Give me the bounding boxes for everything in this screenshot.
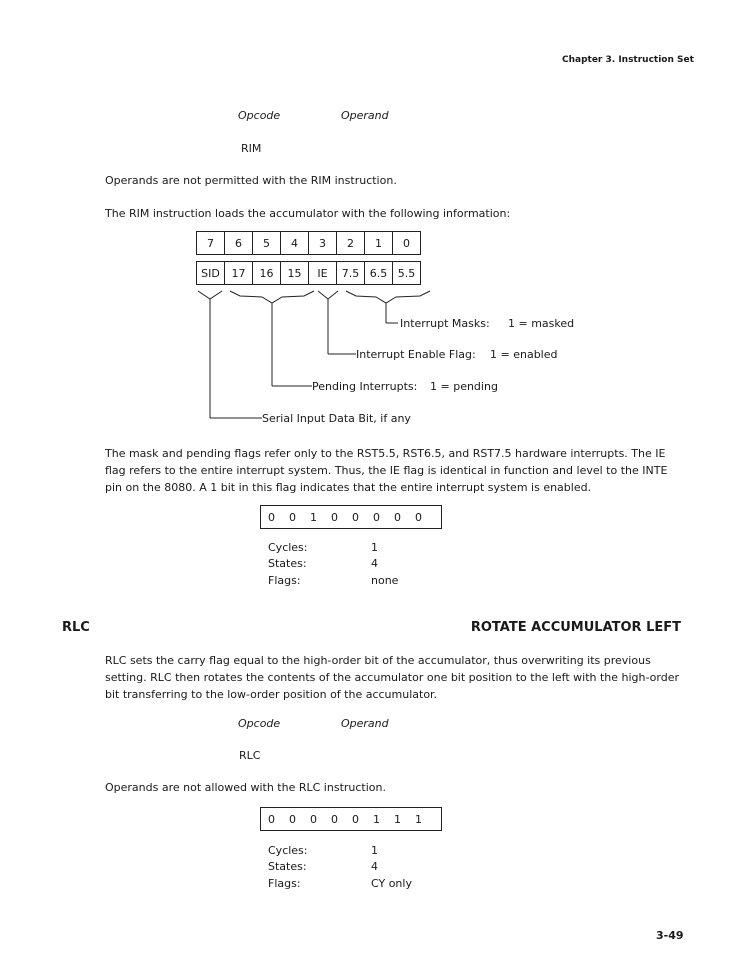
bit-field: SID <box>197 262 225 285</box>
rlc-states-value: 4 <box>371 860 378 873</box>
rim-opcode-box <box>260 505 442 529</box>
bit-number: 4 <box>281 232 309 255</box>
sid-bracket <box>198 291 222 299</box>
rim-operands-note: Operands are not permitted with the RIM instruction. <box>105 174 397 187</box>
rim-flags-label: Flags: <box>268 574 301 587</box>
rim-cycles-label: Cycles: <box>268 541 308 554</box>
rim-loads-note: The RIM instruction loads the accumulator with the following information: <box>105 207 511 220</box>
pending-interrupts-label: Pending Interrupts: <box>312 380 418 393</box>
chapter-header: Chapter 3. Instruction Set <box>562 55 694 65</box>
bit-number: 2 <box>337 232 365 255</box>
rlc-opcode-label: Opcode <box>238 717 281 730</box>
rim-states-value: 4 <box>371 557 378 570</box>
interrupt-masks-value: 1 = masked <box>508 317 575 330</box>
interrupt-enable-label: Interrupt Enable Flag: <box>356 348 476 361</box>
bit-field: 15 <box>281 262 309 285</box>
pending-interrupts-value: 1 = pending <box>430 380 498 393</box>
opcode-bit: 0 <box>289 812 296 826</box>
opcode-bit: 0 <box>331 812 338 826</box>
pending-bracket <box>230 291 314 303</box>
bit-field: 16 <box>253 262 281 285</box>
bit-number: 0 <box>393 232 421 255</box>
bit-number: 1 <box>365 232 393 255</box>
rlc-operand-label: Operand <box>341 717 389 730</box>
opcode-bit: 1 <box>415 812 422 826</box>
opcode-bit: 1 <box>373 812 380 826</box>
bit-number: 5 <box>253 232 281 255</box>
rlc-cycles-value: 1 <box>371 844 378 857</box>
masks-bracket <box>346 291 430 303</box>
rlc-cycles-label: Cycles: <box>268 844 308 857</box>
opcode-bit: 0 <box>394 510 401 524</box>
bit-field: 5.5 <box>393 262 421 285</box>
rim-operand-label: Operand <box>341 109 389 122</box>
rlc-description: RLC sets the carry flag equal to the high-order bit of the accumulator, thus overwriting its previous setting. RLC then rotates the contents of the accumulator one bit position to the left with the high-order bit transferring to the low-order position of the accumulator. <box>105 654 680 701</box>
rim-description: The mask and pending flags refer only to the RST5.5, RST6.5, and RST7.5 hardware interrupts. The IE flag refers to the entire interrupt system. Thus, the IE flag is identical in function and level to the INTE pin on the 8080. A 1 bit in this flag indicates that the entire interrupt system is enabled. <box>105 447 668 494</box>
opcode-bit: 0 <box>415 510 422 524</box>
bit-number: 6 <box>225 232 253 255</box>
rim-flags-value: none <box>371 574 399 587</box>
ie-bracket <box>318 291 338 299</box>
opcode-bit: 0 <box>289 510 296 524</box>
opcode-bit: 0 <box>310 812 317 826</box>
opcode-bit: 1 <box>394 812 401 826</box>
rlc-flags-label: Flags: <box>268 877 301 890</box>
bit-number: 3 <box>309 232 337 255</box>
interrupt-masks-label: Interrupt Masks: <box>400 317 490 330</box>
opcode-bit: 1 <box>310 510 317 524</box>
opcode-bit: 0 <box>331 510 338 524</box>
rlc-states-label: States: <box>268 860 307 873</box>
opcode-bit: 0 <box>352 812 359 826</box>
bit-field: IE <box>309 262 337 285</box>
opcode-bit: 0 <box>373 510 380 524</box>
rim-opcode-label: Opcode <box>238 109 281 122</box>
serial-input-label: Serial Input Data Bit, if any <box>262 412 411 425</box>
opcode-bit: 0 <box>268 510 275 524</box>
rim-mnemonic: RIM <box>241 142 262 155</box>
bit-field: 6.5 <box>365 262 393 285</box>
bit-number: 7 <box>197 232 225 255</box>
opcode-bit: 0 <box>268 812 275 826</box>
rim-states-label: States: <box>268 557 307 570</box>
rlc-opcode-box <box>260 807 442 831</box>
rlc-flags-value: CY only <box>371 877 412 890</box>
bit-field: 7.5 <box>337 262 365 285</box>
rim-cycles-value: 1 <box>371 541 378 554</box>
opcode-bit: 0 <box>352 510 359 524</box>
page-number: 3-49 <box>656 929 684 942</box>
rlc-section-mnemonic: RLC <box>62 620 90 635</box>
bit-field: 17 <box>225 262 253 285</box>
interrupt-enable-value: 1 = enabled <box>490 348 558 361</box>
rlc-section-title: ROTATE ACCUMULATOR LEFT <box>470 620 681 635</box>
rlc-mnemonic: RLC <box>239 749 261 762</box>
rlc-operands-note: Operands are not allowed with the RLC instruction. <box>105 781 386 794</box>
